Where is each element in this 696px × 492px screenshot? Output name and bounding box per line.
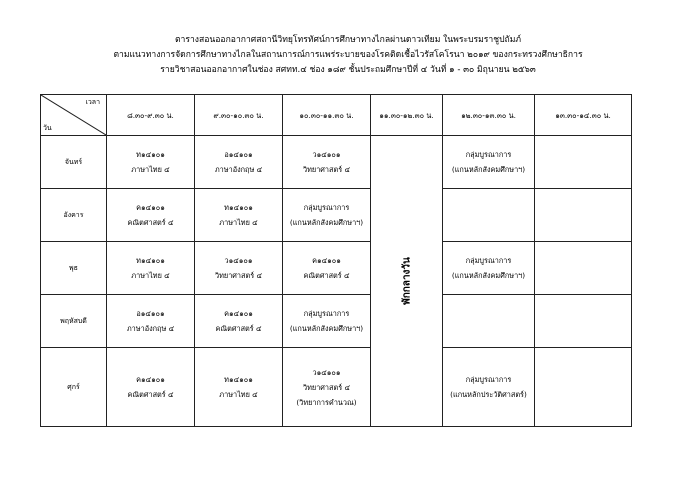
subject-cell: [107, 189, 195, 242]
time-header: ๑๓.๓๐-๑๔.๓๐ น.: [535, 95, 632, 136]
subject-cell: [535, 348, 632, 427]
subject-name: ภาษาอังกฤษ ๔: [214, 165, 263, 175]
subject-code: กลุ่มบูรณาการ: [465, 256, 512, 266]
subject-code: ค๑๔๑๐๑: [224, 309, 253, 319]
subject-cell: [195, 136, 283, 189]
subject-name: (แกนหลักสังคมศึกษาฯ): [451, 165, 526, 175]
time-header: ๙.๓๐-๑๐.๓๐ น.: [195, 95, 283, 136]
document-titles: [0, 33, 696, 77]
subject-name: คณิตศาสตร์ ๔: [215, 324, 262, 334]
subject-cell: [443, 189, 535, 242]
time-header: ๘.๓๐-๙.๓๐ น.: [107, 95, 195, 136]
table-row: [41, 348, 632, 427]
lunch-break-label: พักกลางวัน: [401, 257, 412, 305]
subject-name: ภาษาไทย ๔: [219, 218, 258, 228]
subject-cell: [283, 348, 371, 427]
subject-code: ว๑๔๑๐๑: [312, 367, 341, 377]
corner-time-label: เวลา: [85, 98, 100, 106]
subject-code: ท๑๔๑๐๑: [224, 375, 253, 385]
subject-code: ท๑๔๑๐๑: [224, 203, 253, 213]
subject-name: วิทยาศาสตร์ ๔: [303, 382, 350, 392]
subject-code: กลุ่มบูรณาการ: [303, 309, 350, 319]
subject-cell: [195, 295, 283, 348]
day-cell: ศุกร์: [41, 348, 107, 427]
subject-name: คณิตศาสตร์ ๔: [127, 218, 174, 228]
subject-note: (วิทยาการคำนวณ): [296, 397, 357, 407]
subject-cell: [443, 295, 535, 348]
subject-cell: [535, 242, 632, 295]
subject-code: กลุ่มบูรณาการ: [465, 375, 512, 385]
subject-cell: [283, 295, 371, 348]
subject-name: วิทยาศาสตร์ ๔: [303, 165, 350, 175]
subject-cell: [535, 189, 632, 242]
time-header: ๑๐.๓๐-๑๑.๓๐ น.: [283, 95, 371, 136]
subject-code: ค๑๔๑๐๑: [312, 256, 341, 266]
corner-cell: [41, 95, 107, 136]
subject-name: ภาษาไทย ๔: [219, 390, 258, 400]
subject-name: (แกนหลักสังคมศึกษาฯ): [289, 218, 364, 228]
title-line-2: ตามแนวทางการจัดการศึกษาทางไกลในสถานการณ์การแพร่ระบายของโรคติดเชื้อไวรัสโคโรนา ๒๐๑๙ ของกระทรวงศึกษาธิการ: [113, 49, 583, 60]
subject-cell: [195, 348, 283, 427]
day-cell: พฤหัสบดี: [41, 295, 107, 348]
table-row: [41, 136, 632, 189]
subject-name: (แกนหลักสังคมศึกษาฯ): [451, 271, 526, 281]
subject-code: ค๑๔๑๐๑: [136, 203, 165, 213]
day-cell: พุธ: [41, 242, 107, 295]
corner-day-label: วัน: [43, 124, 52, 132]
subject-code: อ๑๔๑๐๑: [224, 150, 253, 160]
subject-cell: [107, 348, 195, 427]
subject-cell: [443, 242, 535, 295]
subject-code: ว๑๔๑๐๑: [224, 256, 253, 266]
header-row: [41, 95, 632, 136]
subject-cell: [283, 242, 371, 295]
subject-name: คณิตศาสตร์ ๔: [303, 271, 350, 281]
lunch-break-cell: [371, 136, 443, 427]
table-row: [41, 189, 632, 242]
subject-cell: [535, 295, 632, 348]
subject-cell: [107, 242, 195, 295]
subject-cell: [443, 348, 535, 427]
subject-cell: [443, 136, 535, 189]
time-header: ๑๑.๓๐-๑๒.๓๐ น.: [371, 95, 443, 136]
table-row: [41, 242, 632, 295]
subject-cell: [195, 189, 283, 242]
subject-cell: [283, 189, 371, 242]
subject-code: ท๑๔๑๐๑: [136, 150, 165, 160]
subject-name: วิทยาศาสตร์ ๔: [215, 271, 262, 281]
subject-name: คณิตศาสตร์ ๔: [127, 390, 174, 400]
subject-name: (แกนหลักสังคมศึกษาฯ): [289, 324, 364, 334]
table-row: [41, 295, 632, 348]
subject-name: (แกนหลักประวัติศาสตร์): [450, 390, 527, 400]
subject-name: ภาษาอังกฤษ ๔: [126, 324, 175, 334]
subject-code: กลุ่มบูรณาการ: [303, 203, 350, 213]
subject-name: ภาษาไทย ๔: [131, 271, 170, 281]
subject-code: ว๑๔๑๐๑: [312, 150, 341, 160]
title-line-1: ตารางสอนออกอากาศสถานีวิทยุโทรทัศน์การศึกษาทางไกลผ่านดาวเทียม ในพระบรมราชูปถัมภ์: [174, 35, 522, 45]
subject-code: ค๑๔๑๐๑: [136, 375, 165, 385]
subject-cell: [283, 136, 371, 189]
subject-cell: [107, 136, 195, 189]
subject-code: กลุ่มบูรณาการ: [465, 150, 512, 160]
subject-name: ภาษาไทย ๔: [131, 165, 170, 175]
title-line-3: รายวิชาสอนออกอากาศในช่อง สศทท.๔ ช่อง ๑๘๙ ชั้นประถมศึกษาปีที่ ๔ วันที่ ๑ - ๓๐ มิถุนายน ๒๕๖๓: [160, 64, 536, 75]
subject-cell: [195, 242, 283, 295]
subject-code: ท๑๔๑๐๑: [136, 256, 165, 266]
subject-cell: [535, 136, 632, 189]
subject-cell: [107, 295, 195, 348]
subject-code: อ๑๔๑๐๑: [136, 309, 165, 319]
timetable: [40, 94, 632, 427]
day-cell: จันทร์: [41, 136, 107, 189]
time-header: ๑๒.๓๐-๑๓.๓๐ น.: [443, 95, 535, 136]
day-cell: อังคาร: [41, 189, 107, 242]
